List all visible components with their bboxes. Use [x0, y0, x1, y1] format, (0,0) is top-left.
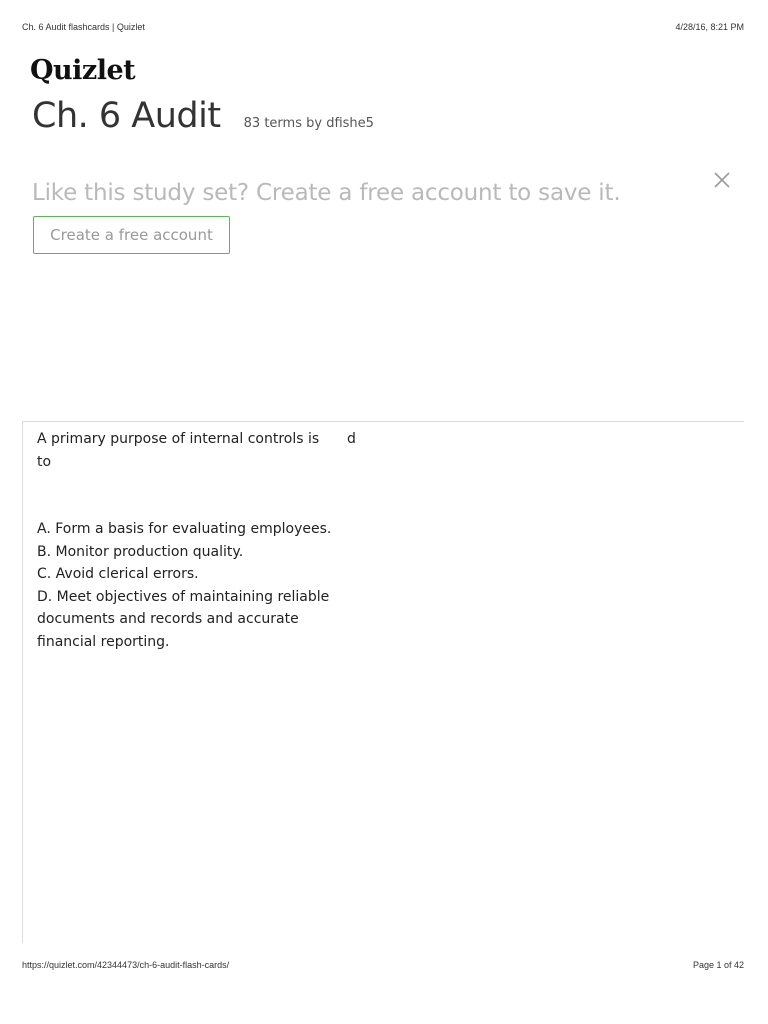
- flashcard-list: [22, 421, 744, 943]
- set-header: [32, 96, 374, 136]
- quizlet-logo[interactable]: Quizlet: [30, 55, 136, 86]
- card-term: [37, 428, 337, 653]
- term-option: C. Avoid clerical errors.: [37, 566, 199, 582]
- print-header: [22, 22, 744, 36]
- print-footer: [22, 960, 744, 974]
- print-url: https://quizlet.com/42344473/ch-6-audit-flash-cards/: [22, 960, 230, 970]
- term-option: documents and records and accurate: [37, 611, 299, 627]
- create-account-button[interactable]: Create a free account: [33, 216, 230, 254]
- term-line: to: [37, 453, 52, 470]
- print-datetime: 4/28/16, 8:21 PM: [675, 22, 744, 32]
- promo-message: Like this study set? Create a free account to save it.: [32, 180, 621, 206]
- term-option: D. Meet objectives of maintaining reliable: [37, 588, 330, 605]
- set-meta: 83 terms by dfishe5: [243, 116, 374, 131]
- set-title: Ch. 6 Audit: [32, 96, 221, 136]
- print-page-title: Ch. 6 Audit flashcards | Quizlet: [22, 22, 145, 32]
- term-option: financial reporting.: [37, 633, 170, 650]
- page-indicator: Page 1 of 42: [692, 960, 744, 970]
- term-option: A. Form a basis for evaluating employees.: [37, 521, 332, 537]
- close-icon[interactable]: [708, 166, 736, 194]
- term-option: B. Monitor production quality.: [37, 543, 244, 560]
- term-line: A primary purpose of internal controls is: [37, 431, 320, 447]
- card-definition: d: [347, 431, 356, 447]
